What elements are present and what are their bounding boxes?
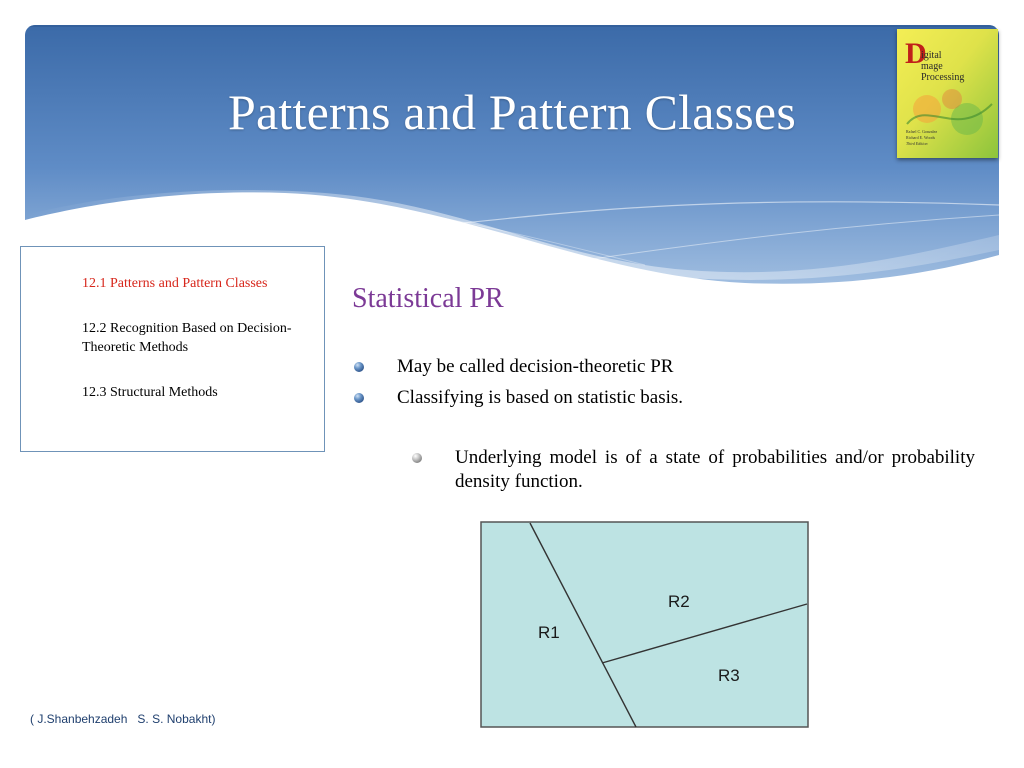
diagram-background <box>481 522 808 727</box>
sub-bullet-icon <box>412 453 422 463</box>
book-author: Richard E. Woods <box>906 135 936 140</box>
slide-title: Patterns and Pattern Classes <box>227 84 796 140</box>
bullet-item <box>397 355 673 379</box>
bullet-icon <box>354 362 364 372</box>
sub-bullet-item <box>455 446 975 494</box>
book-edition: Third Edition <box>906 141 928 146</box>
region-label-r2: R2 <box>668 592 690 611</box>
book-title-initial: D <box>905 37 927 70</box>
footer-credit: ( J.Shanbehzadeh S. S. Nobakht) <box>30 712 216 726</box>
decision-regions-diagram <box>480 521 810 729</box>
book-author: Rafael C. Gonzalez <box>906 129 938 134</box>
nav-item-decision-theoretic[interactable]: 12.2 Recognition Based on Decision-Theoretic Methods <box>82 321 292 355</box>
book-title-line: igital <box>921 50 942 61</box>
section-title: Statistical PR <box>352 283 504 314</box>
nav-item-structural[interactable]: 12.3 Structural Methods <box>82 385 218 400</box>
bullet-item <box>397 386 683 410</box>
region-label-r3: R3 <box>718 666 740 685</box>
region-label-r1: R1 <box>538 623 560 642</box>
bullet-text: Classifying is based on statistic basis. <box>397 387 684 408</box>
book-cover-image <box>897 29 998 158</box>
section-nav-box <box>20 246 325 452</box>
nav-item-patterns[interactable]: 12.1 Patterns and Pattern Classes <box>82 276 268 291</box>
book-title-line: mage <box>921 61 943 72</box>
bullet-icon <box>354 393 364 403</box>
sub-bullet-text: Underlying model is of a state of probabilities and/or probability density function. <box>455 447 975 492</box>
book-title-line: Processing <box>921 72 965 83</box>
bullet-text: May be called decision-theoretic PR <box>397 356 674 377</box>
